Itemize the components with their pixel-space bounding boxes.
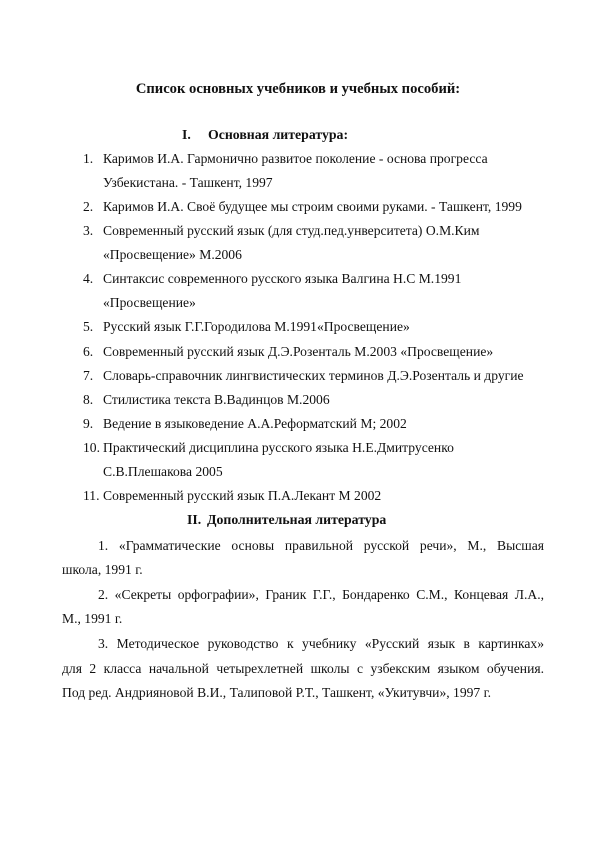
list-item-continuation: Узбекистана. - Ташкент, 1997 — [103, 175, 273, 190]
list-item-text: Синтаксис современного русского языка Валгина Н.С М.1991 — [103, 271, 462, 286]
list-item-number: 6. — [83, 344, 94, 359]
list-item-text: Каримов И.А. Своё будущее мы строим своими руками. - Ташкент, 1999 — [103, 199, 522, 214]
paragraph-line: 3. Методическое руководство к учебнику «Русский язык в картинках» — [98, 636, 544, 651]
list-item-continuation: «Просвещение» М.2006 — [103, 247, 242, 262]
list-item-number: 2. — [83, 199, 94, 214]
list-item-number: 9. — [83, 416, 94, 431]
list-item-text: Практический дисциплина русского языка Н.Е.Дмитрусенко — [103, 440, 454, 455]
list-item-text: Словарь-справочник лингвистических терминов Д.Э.Розенталь и другие — [103, 368, 524, 383]
list-item-text: Современный русский язык П.А.Лекант М 2002 — [103, 488, 382, 503]
section-heading-main — [182, 127, 348, 143]
paragraph-line: для 2 класса начальной четырехлетней школы с узбекским языком обучения. — [62, 661, 544, 676]
list-item-continuation: «Просвещение» — [103, 295, 196, 310]
list-item-text: Стилистика текста В.Вадинцов М.2006 — [103, 392, 330, 407]
list-item-text: Современный русский язык (для студ.пед.унверситета) О.М.Ким — [103, 223, 480, 238]
list-item-number: 3. — [83, 223, 94, 238]
list-item-number: 8. — [83, 392, 94, 407]
paragraph-line: 1. «Грамматические основы правильной русской речи», М., Высшая — [98, 538, 544, 553]
paragraph-line: М., 1991 г. — [62, 611, 123, 626]
list-item-text: Современный русский язык Д.Э.Розенталь М.2003 «Просвещение» — [103, 344, 494, 359]
list-item-number: 4. — [83, 271, 94, 286]
list-item-continuation: С.В.Плешакова 2005 — [103, 464, 223, 479]
paragraph-line: Под ред. Андрияновой В.И., Талиповой Р.Т., Ташкент, «Укитувчи», 1997 г. — [62, 685, 492, 700]
page-title: Список основных учебников и учебных пособий: — [135, 81, 461, 97]
section-title: Основная литература: — [208, 127, 349, 142]
list-item-text: Ведение в языковедение А.А.Реформатский М; 2002 — [103, 416, 407, 431]
list-item-number: 1. — [83, 151, 94, 166]
list-item-text: Каримов И.А. Гармонично развитое поколение - основа прогресса — [103, 151, 488, 166]
paragraph-line: 2. «Секреты орфографии», Граник Г.Г., Бондаренко С.М., Концевая Л.А., — [98, 587, 544, 602]
list-item-number: 10. — [83, 440, 100, 455]
list-item-number: 11. — [83, 488, 100, 503]
list-item-number: 7. — [83, 368, 94, 383]
list-item-text: Русский язык Г.Г.Городилова М.1991«Просвещение» — [103, 319, 410, 334]
section-title: Дополнительная литература — [207, 512, 387, 527]
paragraph-line: школа, 1991 г. — [62, 562, 143, 577]
section-numeral: II. — [187, 512, 202, 527]
list-item-number: 5. — [83, 319, 94, 334]
section-numeral: I. — [182, 127, 191, 142]
section-heading-additional — [187, 512, 386, 528]
